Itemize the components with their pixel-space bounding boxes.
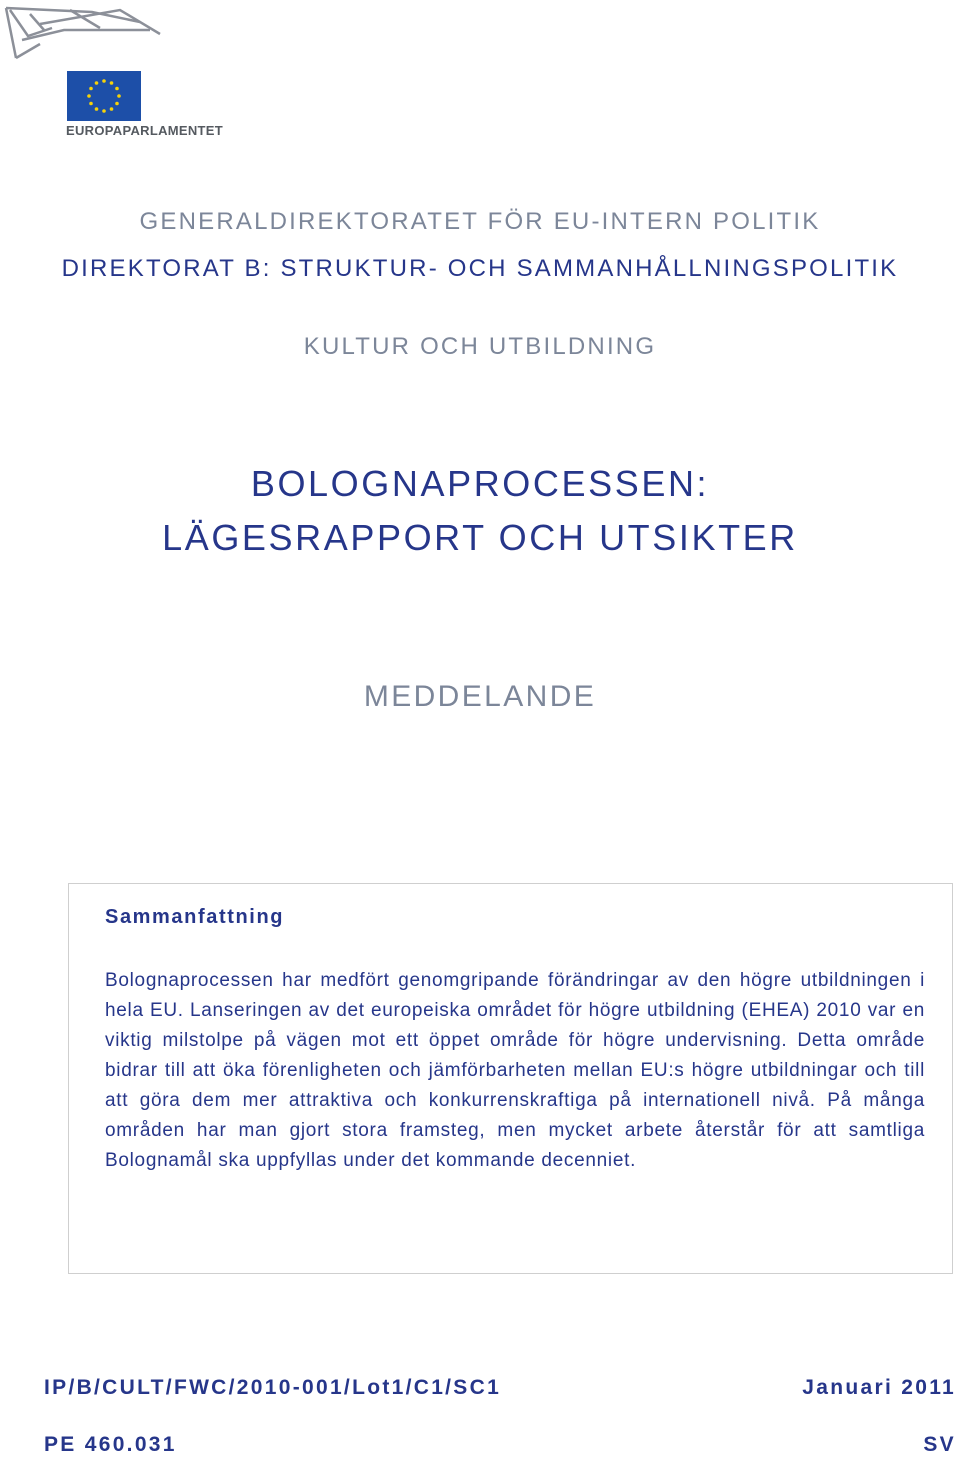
document-title-line-1: BOLOGNAPROCESSEN:	[250, 463, 710, 504]
department-unit: KULTUR OCH UTBILDNING	[303, 333, 657, 360]
eu-star-icon	[115, 87, 119, 91]
eu-star-icon	[102, 109, 106, 113]
footer-language: SV	[923, 1433, 956, 1456]
eu-star-icon	[89, 102, 93, 106]
eu-star-icon	[117, 94, 121, 98]
directorate: DIREKTORAT B: STRUKTUR- OCH SAMMANHÅLLNINGSPOLITIK	[61, 255, 899, 282]
eu-flag-icon	[67, 71, 141, 121]
footer-pe-number: PE 460.031	[44, 1433, 177, 1456]
summary-box	[68, 883, 953, 1274]
eu-star-icon	[89, 87, 93, 91]
logo-text: EUROPAPARLAMENTET	[66, 123, 224, 138]
footer-reference: IP/B/CULT/FWC/2010-001/Lot1/C1/SC1	[44, 1376, 502, 1399]
eu-star-icon	[110, 81, 114, 85]
document-type: MEDDELANDE	[363, 680, 597, 713]
eu-star-icon	[102, 79, 106, 83]
summary-heading: Sammanfattning	[105, 906, 285, 928]
eu-star-icon	[87, 94, 91, 98]
eu-star-icon	[95, 81, 99, 85]
summary-body: Bolognaprocessen har medfört genomgripande förändringar av den högre utbildningen i hela EU. Lanseringen av det europeiska området för högre utbildning (EHEA) 2010 var en viktig milstolpe på vägen mot ett öppet område för högre undervisning. Detta område bidrar till att öka förenligheten och jämförbarheten mellan EU:s högre utbildningar och till att göra dem mer attraktiva och konkurrenskraftiga på internationell nivå. På många områden har man gjort stora framsteg, men mycket arbete återstår för att samtliga Bolognamål ska uppfyllas under det kommande decenniet.	[105, 970, 925, 1171]
eu-star-icon	[95, 107, 99, 111]
document-title-line-2: LÄGESRAPPORT OCH UTSIKTER	[162, 517, 798, 558]
footer-date: Januari 2011	[802, 1376, 956, 1399]
european-parliament-logo	[0, 0, 240, 150]
directorate-general: GENERALDIREKTORATET FÖR EU-INTERN POLITIK	[139, 208, 821, 235]
eu-star-icon	[115, 102, 119, 106]
eu-star-icon	[110, 107, 114, 111]
